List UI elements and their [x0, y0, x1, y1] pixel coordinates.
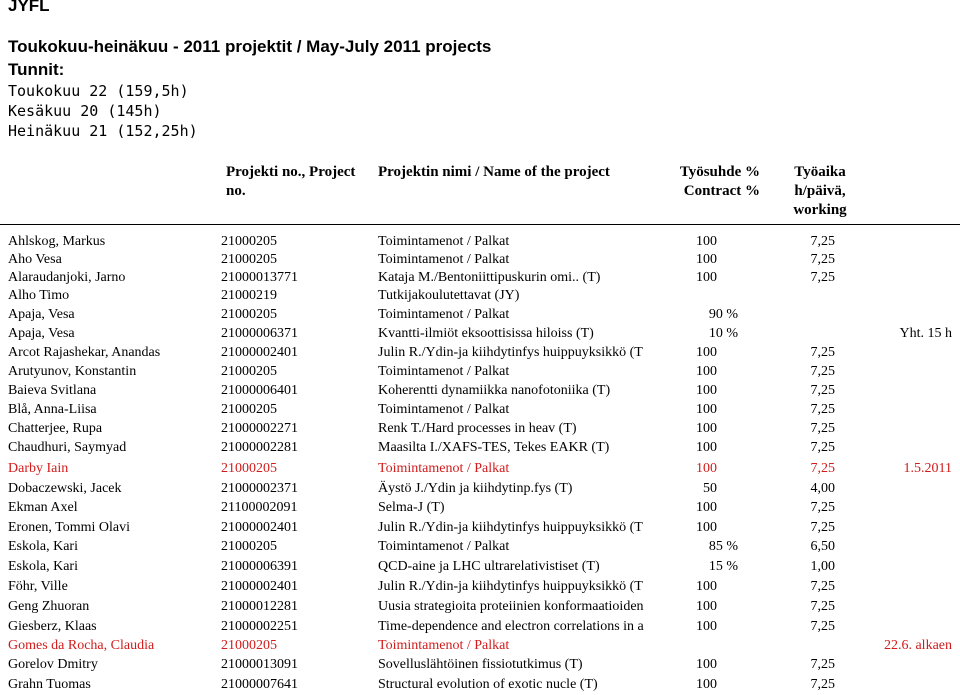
- project-name: Renk T./Hard processes in heav (T): [378, 421, 577, 436]
- project-number: 21000002401: [221, 345, 298, 360]
- row-note: Yht. 15 h: [899, 326, 952, 341]
- table-row: [0, 459, 960, 479]
- project-number: 21000006371: [221, 326, 298, 341]
- working-time: 7,25: [810, 579, 835, 594]
- working-time: 6,50: [810, 539, 835, 554]
- working-time: 7,25: [810, 345, 835, 360]
- table-row: [0, 498, 960, 518]
- project-name: Äystö J./Ydin ja kiihdytinp.fys (T): [378, 481, 573, 496]
- table-row: [0, 324, 960, 344]
- project-name: QCD-aine ja LHC ultrarelativistiset (T): [378, 559, 600, 574]
- employee-name: Gorelov Dmitry: [8, 657, 98, 672]
- project-number: 21100002091: [221, 500, 298, 515]
- employee-name: Chatterjee, Rupa: [8, 421, 103, 436]
- contract-percent: 100: [696, 270, 717, 285]
- project-number: 21000006391: [221, 559, 298, 574]
- working-time: 7,25: [810, 270, 835, 285]
- contract-percent: 100: [696, 657, 717, 672]
- project-number: 21000002281: [221, 440, 298, 455]
- table-row: [0, 268, 960, 288]
- project-name: Toimintamenot / Palkat: [378, 252, 510, 267]
- table-row: [0, 305, 960, 325]
- working-time: 7,25: [810, 619, 835, 634]
- hours-label: Tunnit:: [8, 60, 65, 79]
- contract-percent: 100: [696, 421, 717, 436]
- project-number: 21000205: [221, 252, 277, 267]
- project-number: 21000013771: [221, 270, 298, 285]
- employee-name: Darby Iain: [8, 461, 69, 476]
- project-name: Toimintamenot / Palkat: [378, 364, 510, 379]
- table-row: [0, 381, 960, 401]
- project-name: Kataja M./Bentoniittipuskurin omi.. (T): [378, 270, 601, 285]
- contract-percent: 100: [696, 520, 717, 535]
- project-number: 21000013091: [221, 657, 298, 672]
- contract-percent: 10 %: [708, 326, 738, 341]
- table-row: [0, 597, 960, 617]
- project-name: Toimintamenot / Palkat: [378, 402, 510, 417]
- project-number: 21000006401: [221, 383, 298, 398]
- table-row: [0, 557, 960, 577]
- working-time: 7,25: [810, 599, 835, 614]
- table-row: [0, 655, 960, 675]
- project-name: Structural evolution of exotic nucle (T): [378, 677, 598, 692]
- contract-percent: 100: [696, 579, 717, 594]
- employee-name: Alaraudanjoki, Jarno: [8, 270, 126, 285]
- working-time: 7,25: [810, 234, 835, 249]
- contract-percent: 100: [696, 677, 717, 692]
- working-time: 7,25: [810, 402, 835, 417]
- employee-name: Eskola, Kari: [8, 559, 78, 574]
- project-number: 21000002271: [221, 421, 298, 436]
- contract-percent: 100: [696, 440, 717, 455]
- contract-percent: 100: [696, 252, 717, 267]
- project-number: 21000219: [221, 288, 277, 303]
- contract-percent: 100: [696, 500, 717, 515]
- project-number: 21000007641: [221, 677, 298, 692]
- project-name: Sovelluslähtöinen fissiotutkimus (T): [378, 657, 583, 672]
- table-row: [0, 479, 960, 499]
- working-time: 7,25: [810, 461, 835, 476]
- project-number: 21000205: [221, 234, 277, 249]
- employee-name: Geng Zhuoran: [8, 599, 90, 614]
- project-number: 21000002401: [221, 520, 298, 535]
- employee-name: Giesberz, Klaas: [8, 619, 97, 634]
- working-time: 7,25: [810, 657, 835, 672]
- contract-percent: 100: [696, 345, 717, 360]
- project-name: Julin R./Ydin-ja kiihdytinfys huippuyksikkö (T: [378, 345, 643, 360]
- project-name: Toimintamenot / Palkat: [378, 638, 510, 653]
- contract-percent: 50: [703, 481, 717, 496]
- project-name: Toimintamenot / Palkat: [378, 307, 510, 322]
- row-note: 1.5.2011: [903, 461, 952, 476]
- employee-name: Ahlskog, Markus: [8, 234, 106, 249]
- project-number: 21000205: [221, 461, 277, 476]
- project-number: 21000205: [221, 402, 277, 417]
- contract-percent: 100: [696, 619, 717, 634]
- table-row: [0, 400, 960, 420]
- employee-name: Chaudhuri, Saymyad: [8, 440, 127, 455]
- employee-name: Eskola, Kari: [8, 539, 78, 554]
- project-number: 21000205: [221, 307, 277, 322]
- table-row: [0, 286, 960, 306]
- project-number: 21000002251: [221, 619, 298, 634]
- project-name: Uusia strategioita proteiinien konformaatioiden: [378, 599, 644, 614]
- working-time: 7,25: [810, 500, 835, 515]
- employee-name: Eronen, Tommi Olavi: [8, 520, 131, 535]
- contract-percent: 100: [696, 383, 717, 398]
- contract-percent: 15 %: [708, 559, 738, 574]
- table-row: [0, 537, 960, 557]
- contract-percent: 100: [696, 461, 717, 476]
- employee-name: Arcot Rajashekar, Anandas: [8, 345, 161, 360]
- column-header-project-no: Projekti no., Project no.: [226, 164, 356, 199]
- table-row: [0, 438, 960, 458]
- table-row: [0, 617, 960, 637]
- table-row: [0, 518, 960, 538]
- table-row: [0, 232, 960, 252]
- row-note: 22.6. alkaen: [883, 638, 952, 653]
- column-header-contract: Työsuhde % Contract %: [679, 164, 760, 199]
- project-name: Maasilta I./XAFS-TES, Tekes EAKR (T): [378, 440, 610, 455]
- project-number: 21000012281: [221, 599, 298, 614]
- month-hours: Kesäkuu 20 (145h): [8, 102, 162, 120]
- project-name: Julin R./Ydin-ja kiihdytinfys huippuyksikkö (T: [378, 520, 643, 535]
- employee-name: Apaja, Vesa: [8, 307, 75, 322]
- month-hours: Heinäkuu 21 (152,25h): [8, 122, 198, 140]
- working-time: 1,00: [810, 559, 835, 574]
- working-time: 7,25: [810, 677, 835, 692]
- working-time: 7,25: [810, 252, 835, 267]
- contract-percent: 85 %: [708, 539, 738, 554]
- table-row: [0, 419, 960, 439]
- employee-name: Arutyunov, Konstantin: [8, 364, 137, 379]
- employee-name: Aho Vesa: [8, 252, 62, 267]
- header-divider: [0, 224, 960, 225]
- working-time: 7,25: [810, 440, 835, 455]
- project-number: 21000205: [221, 539, 277, 554]
- working-time: 7,25: [810, 520, 835, 535]
- table-row: [0, 362, 960, 382]
- working-time: 4,00: [810, 481, 835, 496]
- project-name: Toimintamenot / Palkat: [378, 539, 510, 554]
- employee-name: Apaja, Vesa: [8, 326, 75, 341]
- project-name: Koherentti dynamiikka nanofotoniika (T): [378, 383, 611, 398]
- working-time: 7,25: [810, 383, 835, 398]
- column-header-working-time: Työaika h/päivä, working: [793, 164, 847, 218]
- working-time: 7,25: [810, 421, 835, 436]
- employee-name: Alho Timo: [8, 288, 70, 303]
- month-hours: Toukokuu 22 (159,5h): [8, 82, 189, 100]
- project-name: Selma-J (T): [378, 500, 445, 515]
- org-label: JYFL: [8, 0, 50, 15]
- table-row: [0, 250, 960, 270]
- table-row: [0, 675, 960, 695]
- contract-percent: 100: [696, 364, 717, 379]
- table-row: [0, 343, 960, 363]
- contract-percent: 100: [696, 402, 717, 417]
- employee-name: Dobaczewski, Jacek: [8, 481, 122, 496]
- project-name: Toimintamenot / Palkat: [378, 234, 510, 249]
- table-row: [0, 577, 960, 597]
- project-name: Tutkijakoulutettavat (JY): [378, 288, 520, 303]
- employee-name: Baieva Svitlana: [8, 383, 97, 398]
- contract-percent: 100: [696, 234, 717, 249]
- column-header-project-name: Projektin nimi / Name of the project: [378, 164, 610, 180]
- employee-name: Föhr, Ville: [8, 579, 68, 594]
- employee-name: Ekman Axel: [8, 500, 78, 515]
- project-number: 21000002401: [221, 579, 298, 594]
- contract-percent: 90 %: [708, 307, 738, 322]
- contract-percent: 100: [696, 599, 717, 614]
- working-time: 7,25: [810, 364, 835, 379]
- project-name: Julin R./Ydin-ja kiihdytinfys huippuyksikkö (T: [378, 579, 643, 594]
- page-title: Toukokuu-heinäkuu - 2011 projektit / May-July 2011 projects: [8, 37, 492, 56]
- employee-name: Blå, Anna-Liisa: [8, 402, 97, 417]
- project-number: 21000205: [221, 364, 277, 379]
- project-name: Kvantti-ilmiöt eksoottisissa hiloiss (T): [378, 326, 594, 341]
- project-number: 21000002371: [221, 481, 298, 496]
- employee-name: Gomes da Rocha, Claudia: [8, 638, 155, 653]
- project-name: Time-dependence and electron correlations in a: [378, 619, 644, 634]
- project-name: Toimintamenot / Palkat: [378, 461, 510, 476]
- table-row: [0, 636, 960, 656]
- employee-name: Grahn Tuomas: [8, 677, 91, 692]
- project-number: 21000205: [221, 638, 277, 653]
